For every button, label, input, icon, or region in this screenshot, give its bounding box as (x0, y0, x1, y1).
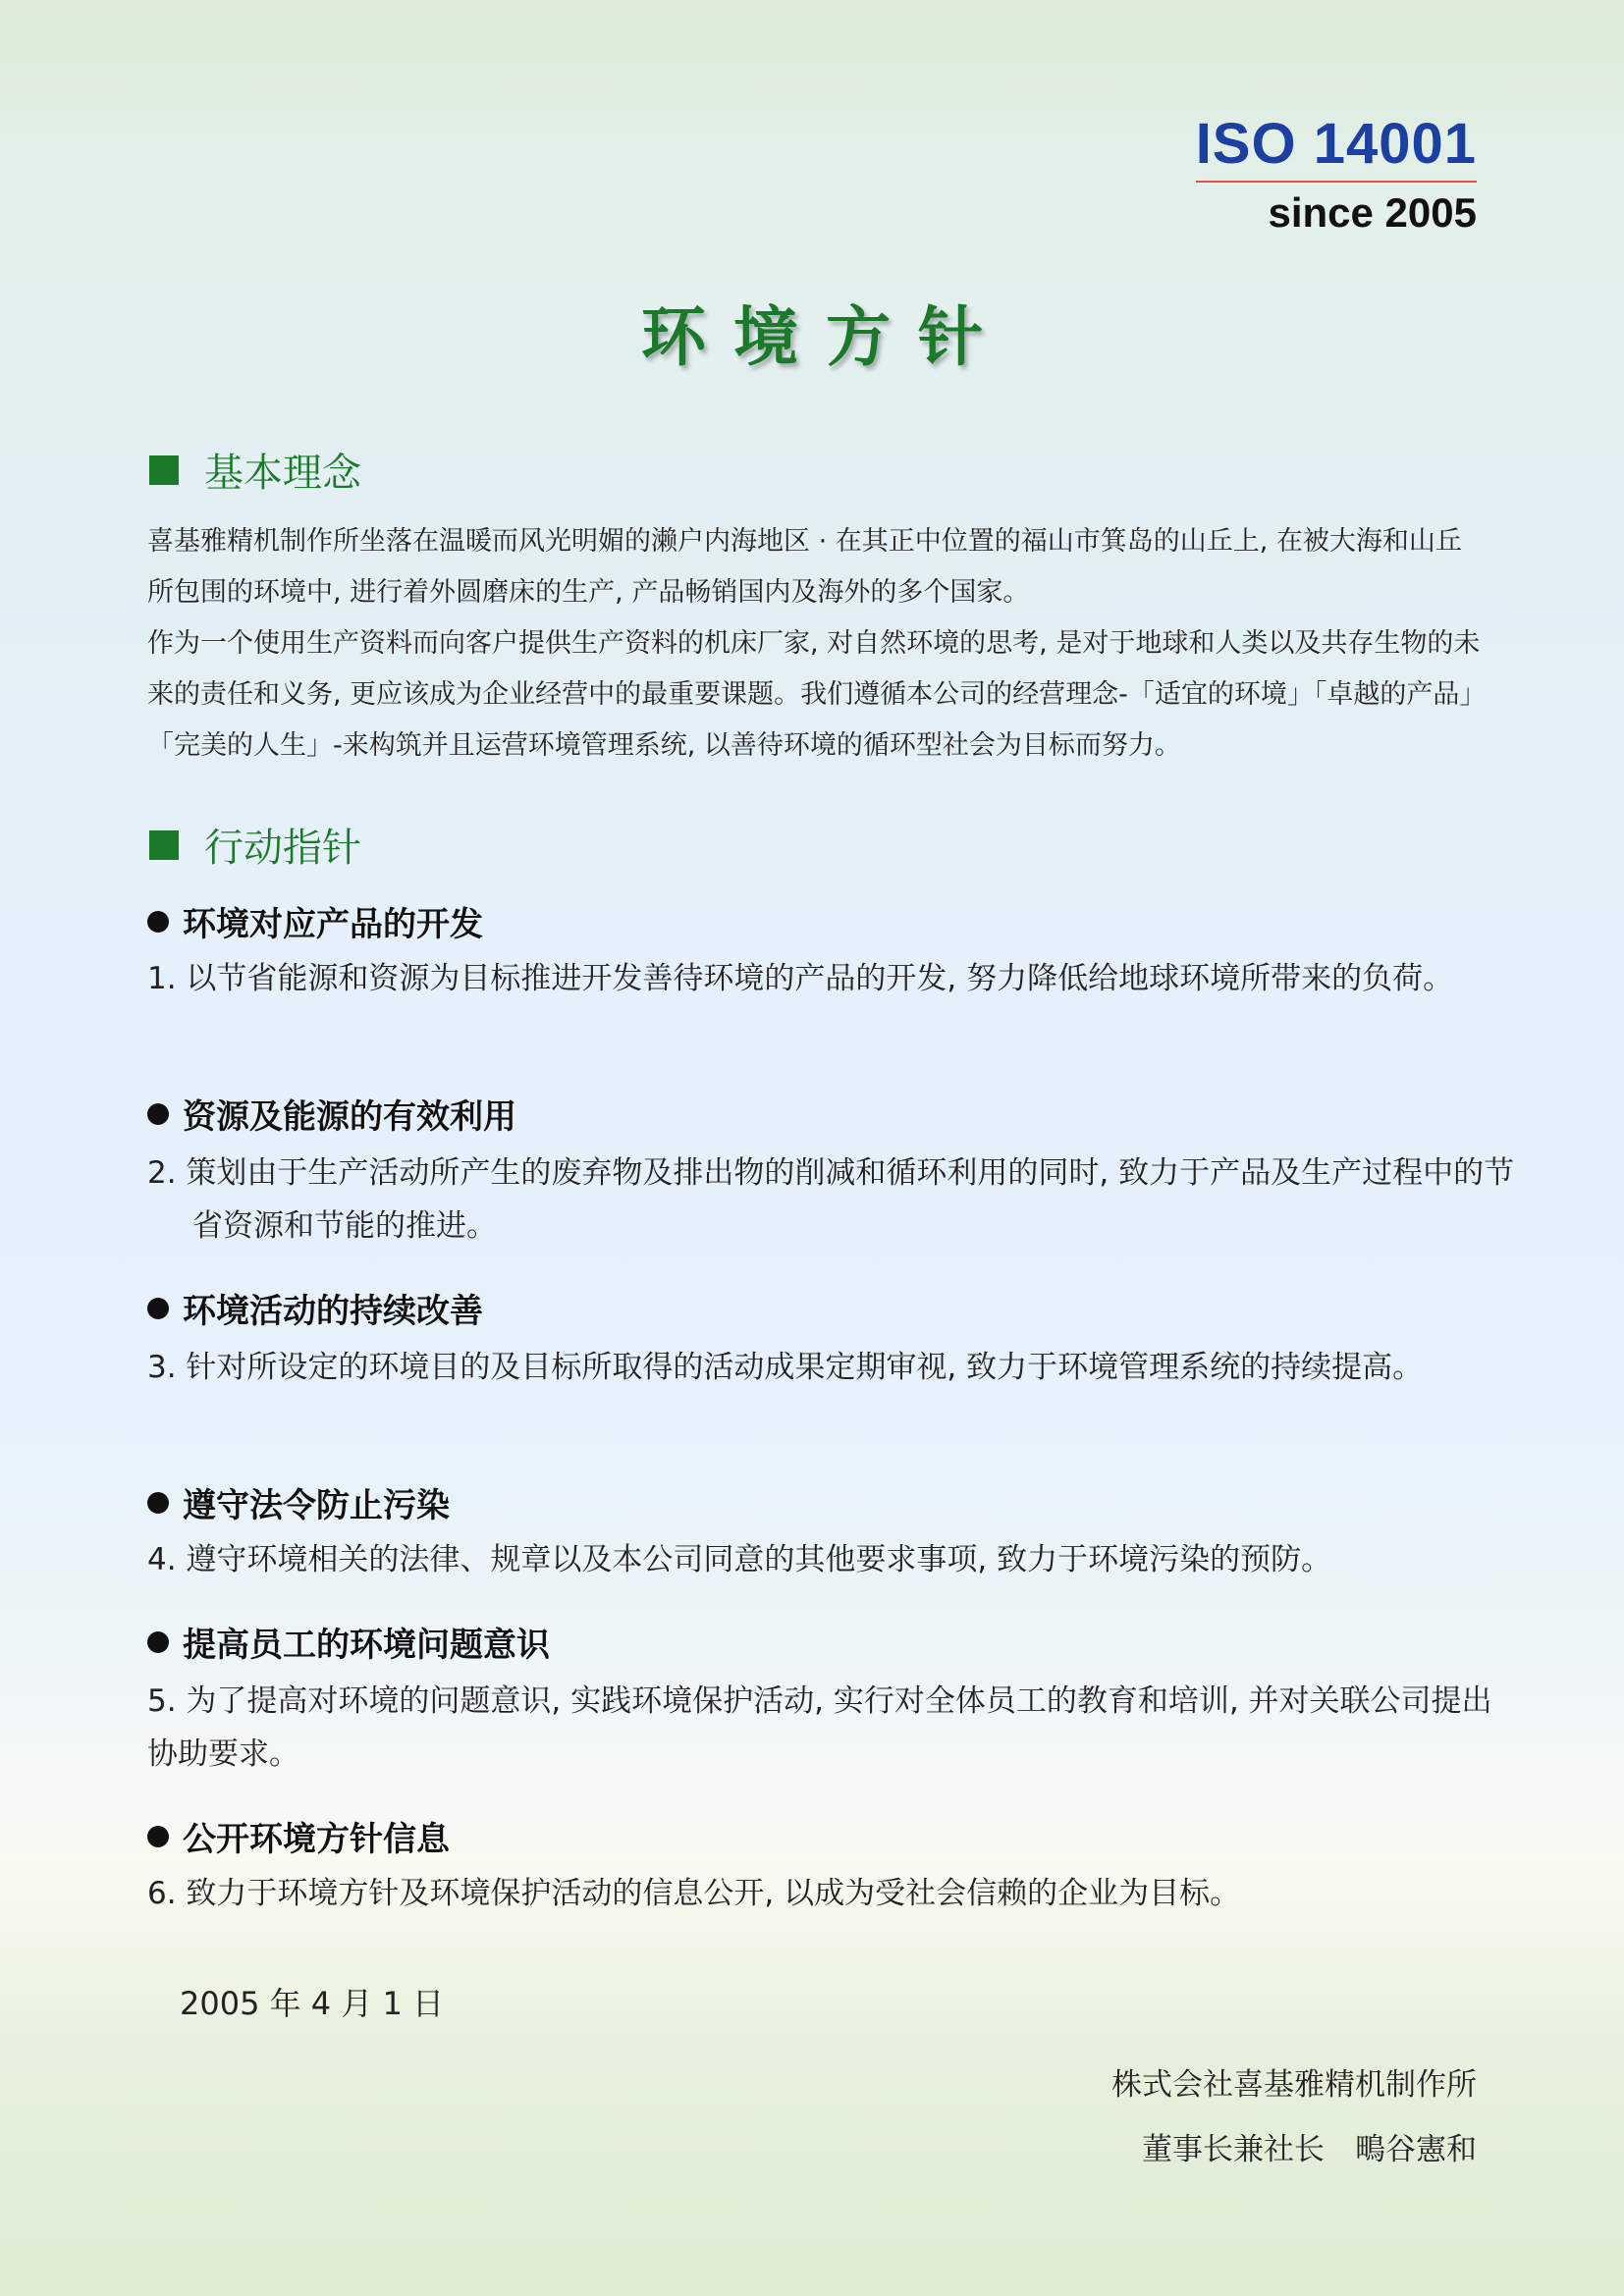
action-item-text: 2. 策划由于生产活动所产生的废弃物及排出物的削减和循环利用的同时, 致力于产品及生产过程中的节省资源和节能的推进。 (147, 1155, 1515, 1244)
iso-since: since 2005 (1268, 189, 1477, 236)
action-item-heading: 环境对应产品的开发 (147, 897, 483, 945)
action-item-heading: 资源及能源的有效利用 (147, 1090, 516, 1138)
signatory: 董事长兼社长 鴫谷憲和 (1142, 2132, 1477, 2167)
bullet-dot-icon (147, 1492, 169, 1514)
issue-date: 2005 年 4 月 1 日 (180, 1985, 445, 2022)
section-heading-basic-label: 基本理念 (204, 451, 361, 496)
basic-paragraph-1: 喜基雅精机制作所坐落在温暖而风光明媚的濑户内海地区 · 在其正中位置的福山市箕岛的山丘上, 在被大海和山丘所包围的环境中, 进行着外圆磨床的生产, 产品畅销国内及海外的多个国家。 (147, 526, 1462, 608)
action-item-text: 1. 以节省能源和资源为目标推进开发善待环境的产品的开发, 努力降低给地球环境所带来的负荷。 (147, 961, 1454, 996)
company-name: 株式会社喜基雅精机制作所 (1111, 2067, 1477, 2103)
section-heading-action-label: 行动指针 (204, 826, 361, 871)
action-item-heading: 环境活动的持续改善 (147, 1284, 483, 1332)
square-bullet-icon (149, 830, 179, 860)
section-heading-basic (149, 442, 361, 498)
iso-title: ISO 14001 (1196, 116, 1477, 183)
bullet-dot-icon (147, 1298, 169, 1319)
action-item-heading: 遵守法令防止污染 (147, 1478, 450, 1526)
basic-paragraph-2: 作为一个使用生产资料而向客户提供生产资料的机床厂家, 对自然环境的思考, 是对于地球和人类以及共存生物的未来的责任和义务, 更应该成为企业经营中的最重要课题。我们遵循本公司的经营理念-「适宜的环境」「卓越的产品」「完美的人生」-来构筑并且运营环境管理系统, 以善待环境的循环型社会为目标而努力。 (147, 628, 1481, 761)
bullet-dot-icon (147, 911, 169, 933)
page-title: 环境方针 (641, 299, 1010, 375)
action-item-text: 3. 针对所设定的环境目的及目标所取得的活动成果定期审视, 致力于环境管理系统的持续提高。 (147, 1350, 1424, 1385)
bullet-dot-icon (147, 1826, 169, 1847)
action-item-heading: 提高员工的环境问题意识 (147, 1618, 550, 1666)
bullet-dot-icon (147, 1631, 169, 1653)
action-item-text: 6. 致力于环境方针及环境保护活动的信息公开, 以成为受社会信赖的企业为目标。 (147, 1876, 1241, 1911)
action-item-text: 4. 遵守环境相关的法律、规章以及本公司同意的其他要求事项, 致力于环境污染的预防。 (147, 1542, 1332, 1577)
section-heading-action (149, 817, 361, 873)
square-bullet-icon (149, 455, 179, 485)
iso-badge (1195, 112, 1477, 236)
action-item-heading: 公开环境方针信息 (147, 1812, 450, 1860)
action-item-text: 5. 为了提高对环境的问题意识, 实践环境保护活动, 实行对全体员工的教育和培训, 并对关联公司提出协助要求。 (147, 1683, 1492, 1772)
bullet-dot-icon (147, 1103, 169, 1125)
